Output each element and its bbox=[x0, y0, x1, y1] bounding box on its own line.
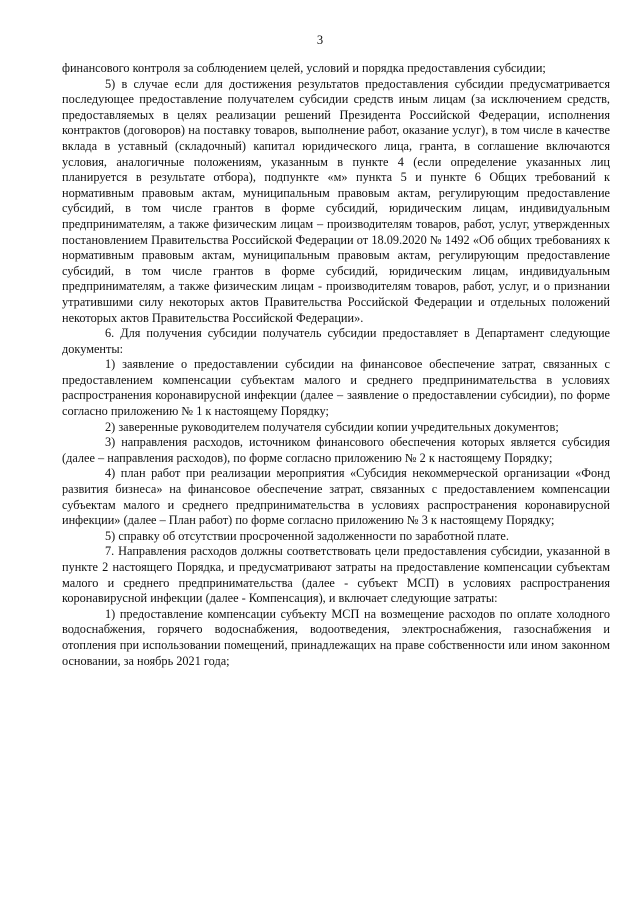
paragraph-item-2-documents: 2) заверенные руководителем получателя субсидии копии учредительных документов; bbox=[105, 419, 559, 434]
paragraph-item-5-certificate: 5) справку об отсутствии просроченной задолженности по заработной плате. bbox=[105, 528, 509, 543]
page-number: 3 bbox=[316, 33, 324, 47]
document-body bbox=[62, 61, 610, 669]
paragraph-section-6: 6. Для получения субсидии получатель субсидии предоставляет в Департамент следующие документы: bbox=[62, 326, 610, 356]
paragraph-continuation: финансового контроля за соблюдением целей, условий и порядка предоставления субсидии; bbox=[62, 61, 546, 75]
paragraph-section-7: 7. Направления расходов должны соответствовать цели предоставления субсидии, указанной в пункте 2 настоящего Порядка, и предусматривают затраты на предоставление компенсации субъектам малого и среднего предпринимательства (далее - субъект МСП) в условиях распространения коронавирусной инфекции (далее - Компенсация), и включает следующие затраты: bbox=[62, 544, 610, 606]
paragraph-item-1-application: 1) заявление о предоставлении субсидии на финансовое обеспечение затрат, связанных с предоставлением компенсации субъектам малого и среднего предпринимательства в условиях распространения коронавирусной инфекции (далее – заявление о предоставлении субсидии), по форме согласно приложению № 1 к настоящему Порядку; bbox=[62, 357, 610, 419]
paragraph-item-1-compensation: 1) предоставление компенсации субъекту МСП на возмещение расходов по оплате холодного водоснабжения, горячего водоснабжения, водоотведения, электроснабжения, газоснабжения и отопления при использовании помещений, принадлежащих на праве собственности или ином законном основании, за ноябрь 2021 года; bbox=[62, 606, 610, 668]
paragraph-item-4-work-plan: 4) план работ при реализации мероприятия «Субсидия некоммерческой организации «Фонд развития бизнеса» на финансовое обеспечение затрат, связанных с предоставлением компенсации субъектам малого и среднего предпринимательства в условиях распространения коронавирусной инфекции» (далее – План работ) по форме согласно приложению № 3 к настоящему Порядку; bbox=[62, 466, 610, 528]
paragraph-item-3-expenses: 3) направления расходов, источником финансового обеспечения которых является субсидия (далее – направления расходов), по форме согласно приложению № 2 к настоящему Порядку; bbox=[62, 435, 610, 465]
paragraph-item-5: 5) в случае если для достижения результатов предоставления субсидии предусматривается последующее предоставление получателем субсидии средств иным лицам (за исключением средств, предоставляемых в целях реализации решений Президента Российской Федерации, исполнения контрактов (договоров) на поставку товаров, выполнение работ, оказание услуг), в том числе в качестве вклада в уставный (складочный) капитал юридического лица, гранта, в соглашение включаются условия, аналогичные положениям, указанным в пункте 4 (если определение указанных лиц планируется в результате отбора), подпункте «м» пункта 5 и пункте 6 Общих требований к нормативным правовым актам, муниципальным правовым актам, регулирующим предоставление субсидий, в том числе грантов в форме субсидий, юридическим лицам, индивидуальным предпринимателям, а также физическим лицам – производителям товаров, работ, услуг, утвержденных постановлением Правительства Российской Федерации от 18.09.2020 № 1492 «Об общих требованиях к нормативным правовым актам, муниципальным правовым актам, регулирующим предоставление субсидий, в том числе грантов в форме субсидий, юридическим лицам, индивидуальным предпринимателям, а также физическим лицам - производителям товаров, работ, услуг, и о признании утратившими силу некоторых актов Правительства Российской Федерации и отдельных положений некоторых актов Правительства Российской Федерации». bbox=[62, 76, 610, 325]
